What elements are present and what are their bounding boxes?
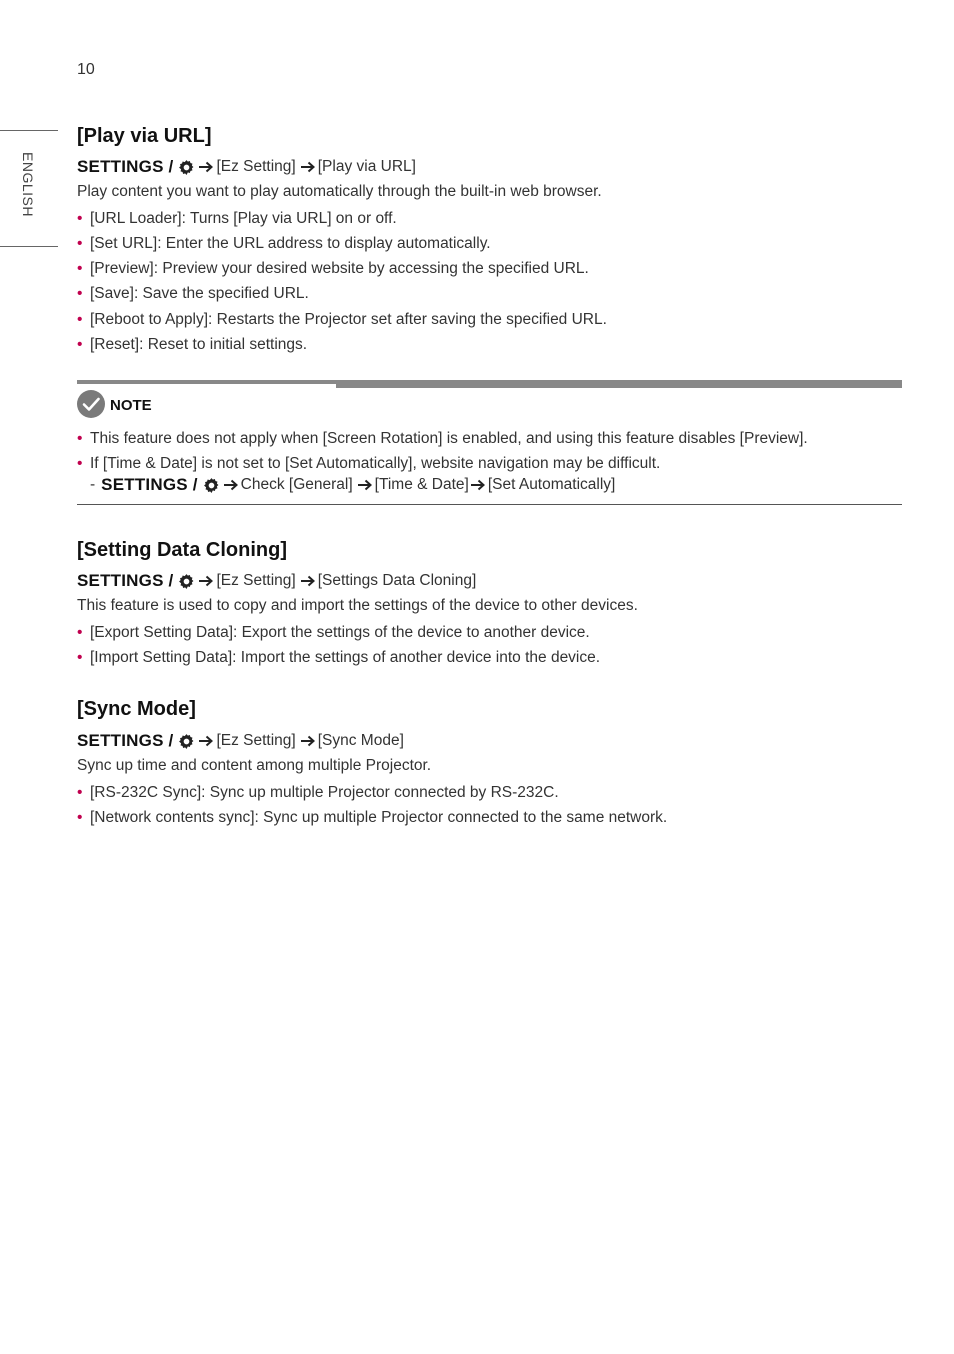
language-tab-label: ENGLISH	[20, 152, 36, 217]
list-item: • If [Time & Date] is not set to [Set Automatically], website navigation may be difficult.	[77, 455, 808, 480]
section-description: Sync up time and content among multiple Projector.	[77, 757, 432, 774]
path-step: [Settings Data Cloning]	[317, 572, 477, 589]
path-step: [Ez Setting]	[216, 572, 296, 589]
list-item: • [Reboot to Apply]: Restarts the Projector set after saving the specified URL.	[77, 311, 607, 336]
arrow-right-icon	[198, 575, 214, 587]
arrow-right-icon	[198, 735, 214, 747]
path-step: [Ez Setting]	[216, 732, 296, 749]
note-list	[77, 430, 808, 480]
option-list	[77, 624, 600, 674]
arrow-right-icon	[470, 479, 486, 491]
path-step: [Ez Setting]	[216, 158, 296, 175]
list-item: • [Save]: Save the specified URL.	[77, 285, 607, 311]
note-divider	[336, 380, 902, 388]
list-item: • [Reset]: Reset to initial settings.	[77, 336, 607, 361]
note-label: NOTE	[110, 397, 152, 414]
gear-icon	[178, 573, 195, 590]
settings-label: SETTINGS /	[101, 475, 198, 494]
path-step: [Play via URL]	[317, 158, 416, 175]
check-icon	[77, 390, 105, 418]
path-step: [Set Automatically]	[487, 476, 616, 493]
path-step: Check [General]	[240, 476, 353, 493]
list-item: • [Network contents sync]: Sync up multiple Projector connected to the same network.	[77, 809, 667, 834]
path-step: [Time & Date]	[374, 476, 469, 493]
path-step: [Sync Mode]	[317, 732, 404, 749]
list-item: • This feature does not apply when [Screen Rotation] is enabled, and using this feature disables [Preview].	[77, 430, 808, 455]
section-title-setting-data-cloning: [Setting Data Cloning]	[77, 539, 287, 561]
list-item: • [URL Loader]: Turns [Play via URL] on or off.	[77, 210, 607, 235]
section-description: This feature is used to copy and import the settings of the device to other devices.	[77, 597, 638, 614]
list-item: • [RS-232C Sync]: Sync up multiple Projector connected by RS-232C.	[77, 784, 667, 809]
list-item: • [Import Setting Data]: Import the settings of another device into the device.	[77, 649, 600, 674]
menu-path-time-date	[90, 475, 615, 495]
gear-icon	[178, 159, 195, 176]
list-item: • [Set URL]: Enter the URL address to display automatically.	[77, 235, 607, 260]
list-item: • [Preview]: Preview your desired website by accessing the specified URL.	[77, 260, 607, 285]
note-divider	[77, 380, 336, 384]
gear-icon	[178, 733, 195, 750]
arrow-right-icon	[223, 479, 239, 491]
dash: -	[90, 476, 96, 493]
menu-path-play-via-url	[77, 157, 416, 177]
page-number: 10	[77, 61, 95, 78]
note-bottom-rule	[77, 504, 902, 505]
arrow-right-icon	[300, 735, 316, 747]
list-item: • [Export Setting Data]: Export the settings of the device to another device.	[77, 624, 600, 649]
section-title-sync-mode: [Sync Mode]	[77, 698, 196, 720]
option-list	[77, 784, 667, 834]
arrow-right-icon	[357, 479, 373, 491]
settings-label: SETTINGS /	[77, 571, 174, 590]
section-title-play-via-url: [Play via URL]	[77, 125, 212, 147]
arrow-right-icon	[300, 575, 316, 587]
arrow-right-icon	[198, 161, 214, 173]
settings-label: SETTINGS /	[77, 731, 174, 750]
option-list	[77, 210, 607, 361]
arrow-right-icon	[300, 161, 316, 173]
section-description: Play content you want to play automatically through the built-in web browser.	[77, 183, 602, 200]
menu-path-setting-data-cloning	[77, 571, 476, 591]
settings-label: SETTINGS /	[77, 157, 174, 176]
gear-icon	[203, 477, 220, 494]
menu-path-sync-mode	[77, 731, 404, 751]
